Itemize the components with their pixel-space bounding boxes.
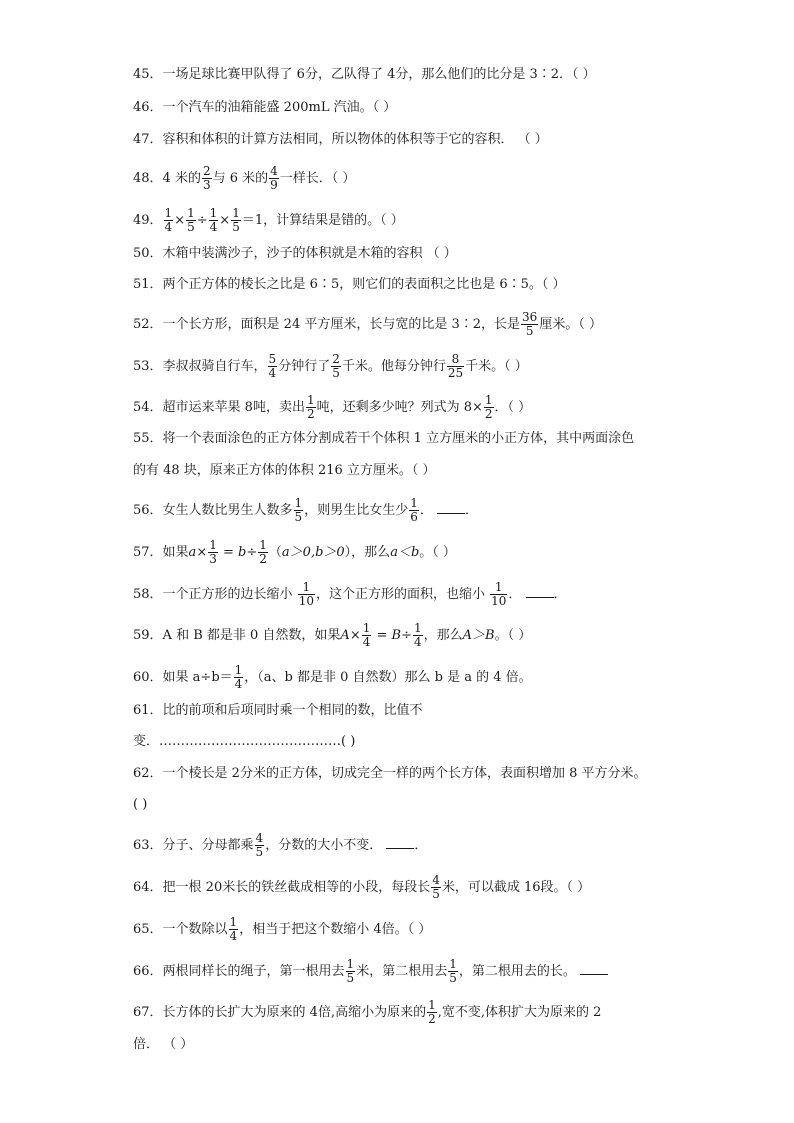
fraction: $\frac{1}{4}$ (362, 621, 371, 649)
answer-blank[interactable] (437, 501, 465, 514)
question-66: 66．两根同样长的绳子，第一根用去 $\frac{1}{5}$ 米，第二根用去 $\frac{1}{5}$ ，第二根用去的长。 (133, 958, 608, 985)
fraction: $\frac{5}{4}$ (268, 352, 277, 380)
question-61-line-1: 61．比的前项和后项同时乘一个相同的数，比值不 (133, 703, 423, 718)
question-67-line-2: 倍． （ ） (133, 1037, 194, 1052)
question-55-line-1: 55．将一个表面涂色的正方体分割成若干个体积 1 立方厘米的小正方体，其中两面涂色 (133, 431, 635, 446)
answer-blank[interactable] (526, 585, 554, 598)
fraction: $\frac{1}{5}$ (232, 206, 240, 234)
fraction: $\frac{1}{5}$ (449, 957, 457, 985)
question-55-line-2: 的有 48 块，原来正方体的体积 216 立方厘米。（ ） (133, 463, 436, 478)
question-45: 45．一场足球比赛甲队得了 6分，乙队得了 4分，那么他们的比分是 3∶2．（ ） (133, 67, 596, 82)
question-64: 64．把一根 20米长的铁丝截成相等的小段，每段长 $\frac{4}{5}$ 米，可以截成 16段。（ ） (133, 873, 591, 901)
question-58: 58．一个正方形的边长缩小 $\frac{1}{10}$ ，这个正方形的面积，也缩小 $\frac{1}{10}$ ． ． (133, 580, 567, 608)
fraction: $\frac{1}{4}$ (209, 206, 218, 234)
question-67-line-1: 67．长方体的长扩大为原来的 4倍,高缩小为原来的 $\frac{1}{2}$ ,宽不变,体积扩大为原来的 2 (133, 998, 602, 1026)
question-47: 47．容积和体积的计算方法相同，所以物体的体积等于它的容积． （ ） (133, 132, 548, 147)
fraction: $\frac{1}{10}$ (298, 580, 314, 608)
fraction: $\frac{1}{4}$ (164, 206, 173, 234)
fraction: $\frac{1}{2}$ (428, 998, 436, 1026)
fraction: $\frac{1}{5}$ (294, 496, 303, 524)
question-54: 54．超市运来苹果 8吨，卖出 $\frac{1}{2}$ 吨，还剩多少吨？列式为 8× $\frac{1}{2}$ ．（ ） (133, 393, 532, 421)
fraction: $\frac{36}{5}$ (522, 310, 538, 338)
question-65: 65．一个数除以 $\frac{1}{4}$ ，相当于把这个数缩小 4倍。（ ） (133, 915, 432, 943)
question-46: 46．一个汽车的油箱能盛 200mL 汽油。（ ） (133, 100, 397, 115)
question-59: 59．A 和 B 都是非 0 自然数，如果A× $\frac{1}{4}$ = B÷ $\frac{1}{4}$ ，那么A＞B。（ ） (133, 621, 532, 649)
fraction: $\frac{1}{5}$ (187, 206, 195, 234)
fraction: $\frac{1}{2}$ (484, 393, 493, 421)
question-48: 48．4 米的 $\frac{2}{3}$ 与 6 米的 $\frac{4}{9}$ 一样长．（ ） (133, 164, 356, 192)
question-62-line-2: ( ) (133, 797, 148, 812)
question-51: 51．两个正方体的棱长之比是 6∶5，则它们的表面积之比也是 6∶5。（ ） (133, 277, 566, 292)
fraction: $\frac{2}{5}$ (332, 352, 340, 380)
fraction: $\frac{1}{4}$ (229, 915, 238, 943)
question-50: 50．木箱中装满沙子，沙子的体积就是木箱的容积 （ ） (133, 246, 457, 261)
question-62-line-1: 62．一个棱长是 2分米的正方体，切成完全一样的两个长方体，表面积增加 8 平方分米。 (133, 766, 647, 781)
question-60: 60．如果 a÷b＝ $\frac{1}{4}$ ，（a、b 都是非 0 自然数）那么 b 是 a 的 4 倍。 (133, 663, 532, 691)
question-52: 52．一个长方形，面积是 24 平方厘米，长与宽的比是 3∶2，长是 $\frac{36}{5}$ 厘米。（ ） (133, 310, 602, 338)
fraction: $\frac{1}{4}$ (234, 663, 243, 691)
fraction: $\frac{8}{25}$ (447, 352, 464, 380)
fraction: $\frac{4}{5}$ (432, 873, 440, 901)
fraction: $\frac{2}{3}$ (202, 164, 211, 192)
answer-blank[interactable] (580, 962, 608, 975)
fraction: $\frac{1}{2}$ (259, 538, 267, 566)
fraction: $\frac{1}{5}$ (346, 957, 355, 985)
question-56: 56．女生人数比男生人数多 $\frac{1}{5}$ ，则男生比女生少 $\frac{1}{6}$ ． ． (133, 496, 479, 524)
fraction: $\frac{1}{4}$ (414, 621, 422, 649)
fraction: $\frac{1}{3}$ (209, 538, 217, 566)
question-49: 49． $\frac{1}{4}$ × $\frac{1}{5}$ ÷ $\frac{1}{4}$ × $\frac{1}{5}$ ＝1，计算结果是错的。（ ） (133, 206, 404, 234)
fraction: $\frac{1}{2}$ (306, 393, 315, 421)
fraction: $\frac{4}{9}$ (270, 164, 278, 192)
fraction: $\frac{1}{6}$ (410, 496, 418, 524)
fraction: $\frac{4}{5}$ (255, 831, 264, 859)
question-57: 57．如果a× $\frac{1}{3}$ = b÷ $\frac{1}{2}$ （a＞0,b＞0），那么a＜b。（ ） (133, 538, 456, 566)
question-61-line-2: 变．……………………………………( ) (133, 734, 356, 749)
fraction: $\frac{1}{10}$ (491, 580, 507, 608)
question-53: 53．李叔叔骑自行车， $\frac{5}{4}$ 分钟行了 $\frac{2}{5}$ 千米。他每分钟行 $\frac{8}{25}$ 千米。（ ） (133, 352, 528, 380)
answer-blank[interactable] (386, 836, 414, 849)
question-63: 63．分子、分母都乘 $\frac{4}{5}$ ，分数的大小不变． ． (133, 831, 428, 859)
